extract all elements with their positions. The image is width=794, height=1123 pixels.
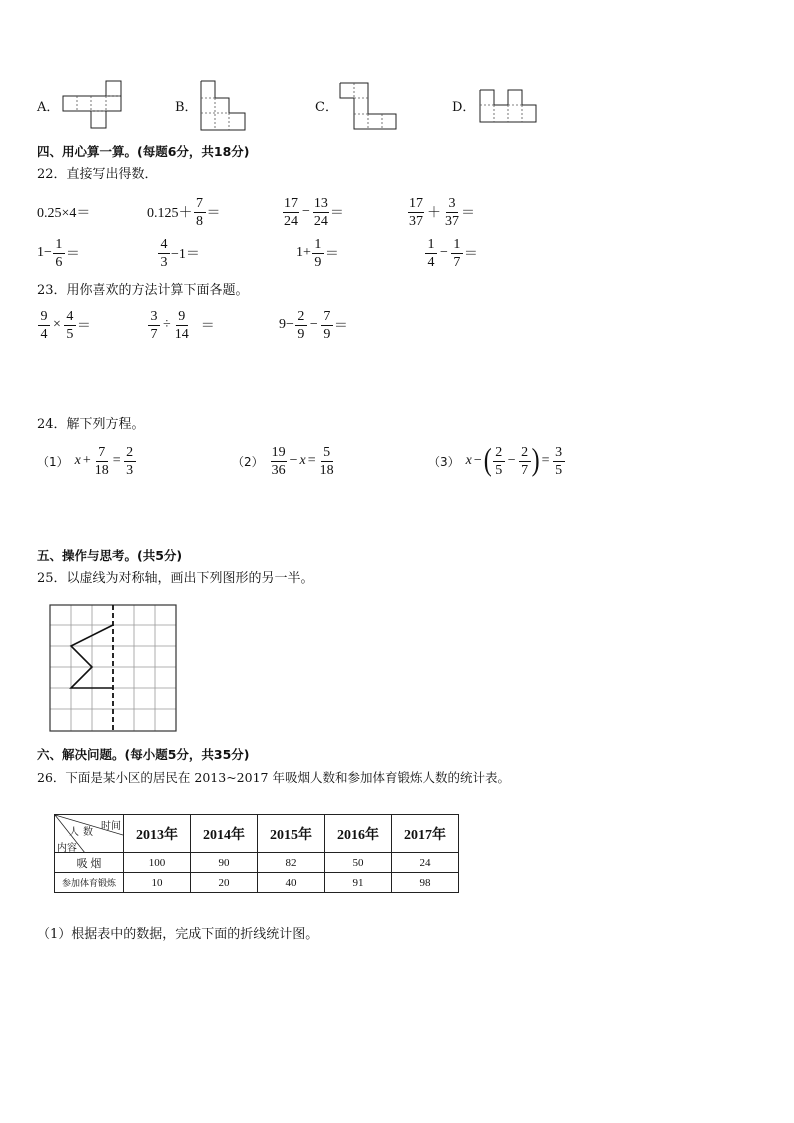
denominator: 5 [66, 326, 74, 342]
variable-x: x [299, 453, 306, 468]
equals-sign: ＝ [324, 247, 339, 262]
fraction [38, 309, 50, 342]
numerator: 7 [321, 309, 333, 326]
denominator: 9 [323, 326, 331, 342]
equals-sign: ＝ [333, 319, 348, 334]
q22-r2-e2 [157, 234, 200, 272]
q22-r2-e4 [424, 234, 478, 272]
numerator: 1 [451, 237, 463, 254]
fraction [64, 309, 76, 342]
fraction [451, 237, 463, 270]
row-label: 吸 烟 [55, 853, 124, 873]
statistics-table [54, 814, 459, 893]
fraction [194, 196, 206, 229]
equals-sign: ＝ [206, 206, 221, 221]
fraction [53, 237, 65, 270]
denominator: 14 [174, 326, 189, 342]
q22-r2-e1 [37, 234, 80, 272]
option-b-label: B． [175, 100, 198, 115]
table-cell: 24 [392, 853, 459, 873]
q26-sub1: （1）根据表中的数据，完成下面的折线统计图。 [37, 927, 319, 942]
denominator: 9 [297, 326, 305, 342]
denominator: 8 [196, 213, 203, 229]
fraction [321, 309, 333, 342]
table-cell: 91 [325, 873, 392, 893]
fraction [493, 445, 505, 478]
operator: ＋ [427, 206, 441, 221]
numerator: 2 [493, 445, 505, 462]
denominator: 4 [427, 254, 435, 270]
option-a-label: A． [37, 100, 60, 115]
q24-p2-number: （2） [232, 454, 264, 469]
numerator: 3 [553, 445, 565, 462]
numerator: 19 [271, 444, 286, 460]
corner-label-time: 时间 [101, 821, 121, 832]
table-row [55, 873, 459, 893]
numerator: 1 [53, 237, 65, 254]
table-cell: 10 [124, 873, 191, 893]
q24-p1 [37, 441, 137, 481]
q23-e3-lead: 9− [279, 317, 294, 332]
row-label: 参加体育锻炼 [55, 873, 124, 893]
q24-p1-number: （1） [37, 454, 69, 469]
table-cell: 40 [258, 873, 325, 893]
table-header-row [55, 815, 459, 853]
denominator: 7 [453, 254, 461, 270]
denominator: 3 [126, 462, 134, 478]
operator: − [507, 453, 516, 468]
denominator: 36 [271, 462, 286, 478]
table-corner-cell [55, 815, 124, 853]
corner-label-content: 内容 [57, 843, 77, 854]
q24-p3-number: （3） [428, 454, 460, 469]
numerator: 1 [425, 237, 437, 254]
year-header: 2016年 [325, 815, 392, 853]
q25-title: 25．以虚线为对称轴，画出下列图形的另一半。 [37, 571, 314, 586]
numerator: 4 [158, 237, 170, 254]
fraction [319, 445, 335, 478]
fraction [174, 309, 190, 342]
table-cell: 90 [191, 853, 258, 873]
option-c-label: C． [315, 100, 338, 115]
numerator: 4 [64, 309, 76, 326]
net-a-figure [62, 80, 126, 130]
year-header: 2014年 [191, 815, 258, 853]
table-cell: 100 [124, 853, 191, 873]
year-header: 2013年 [124, 815, 191, 853]
denominator: 18 [94, 462, 109, 478]
q22-r2-e3-lead: 1+ [296, 245, 311, 260]
operator: − [473, 453, 482, 468]
operator: − [309, 317, 318, 332]
q22-title: 22．直接写出得数． [37, 167, 158, 182]
equals-sign: = [541, 453, 550, 468]
net-b-figure [200, 80, 248, 132]
denominator: 7 [150, 326, 158, 342]
denominator: 7 [521, 462, 529, 478]
section-6-title: 六、解决问题。(每小题5分，共35分) [37, 747, 250, 762]
fraction [283, 196, 299, 229]
fraction [312, 237, 324, 270]
denominator: 5 [555, 462, 563, 478]
denominator: 5 [495, 462, 503, 478]
fraction [425, 237, 437, 270]
section-5-title: 五、操作与思考。(共5分) [37, 548, 183, 563]
denominator: 6 [55, 254, 63, 270]
numerator: 1 [312, 237, 324, 254]
operator: − [440, 245, 448, 260]
fraction [148, 309, 160, 342]
section-4-title: 四、用心算一算。(每题6分，共18分) [37, 144, 250, 159]
corner-label-people: 人数 [69, 827, 97, 838]
fraction [271, 445, 287, 478]
right-paren: ) [531, 444, 540, 478]
numerator: 3 [148, 309, 160, 326]
operator: + [82, 453, 91, 468]
operator: − [302, 204, 310, 219]
q23-e1 [37, 306, 91, 344]
table-cell: 50 [325, 853, 392, 873]
fraction [408, 196, 424, 229]
equals-sign: ＝ [329, 206, 344, 221]
denominator: 24 [313, 213, 328, 229]
denominator: 3 [160, 254, 168, 270]
q22-r1-e1-text: 0.25×4＝ [37, 206, 91, 221]
numerator: 7 [194, 196, 206, 213]
operator: − [289, 453, 298, 468]
q22-r1-e2 [147, 193, 221, 231]
numerator: 2 [124, 445, 136, 462]
q22-r1-e3 [282, 193, 344, 231]
numerator: 7 [96, 445, 108, 462]
equals-sign: ＝ [200, 319, 215, 334]
numerator: 13 [313, 195, 328, 211]
fraction [94, 445, 110, 478]
denominator: 18 [319, 462, 334, 478]
option-d-label: D． [452, 100, 476, 115]
equals-sign: = [112, 453, 121, 468]
q24-p2 [232, 441, 336, 481]
operator: ÷ [163, 317, 171, 332]
fraction [158, 237, 170, 270]
q23-e3 [279, 306, 348, 344]
q22-r1-e2-lead: 0.125＋ [147, 206, 193, 221]
symmetry-grid-figure [48, 603, 180, 735]
fraction [444, 196, 460, 229]
equals-sign: ＝ [76, 319, 91, 334]
numerator: 2 [295, 309, 307, 326]
equals-sign: ＝ [65, 247, 80, 262]
denominator: 37 [409, 213, 423, 229]
q26-title: 26．下面是某小区的居民在 2013~2017 年吸烟人数和参加体育锻炼人数的统计表。 [37, 770, 510, 785]
numerator: 5 [321, 445, 333, 462]
year-header: 2015年 [258, 815, 325, 853]
equals-sign: ＝ [463, 247, 478, 262]
q23-e2 [147, 306, 215, 344]
table-cell: 82 [258, 853, 325, 873]
equals-sign: ＝ [461, 206, 475, 221]
fraction [124, 445, 136, 478]
denominator: 24 [284, 213, 298, 229]
q22-r2-e2-tail: −1＝ [171, 247, 200, 262]
table-cell: 20 [191, 873, 258, 893]
q24-title: 24．解下列方程。 [37, 417, 145, 432]
numerator: 9 [176, 309, 188, 326]
net-c-figure [339, 82, 399, 132]
operator: × [53, 317, 61, 332]
denominator: 4 [40, 326, 48, 342]
numerator: 3 [446, 196, 458, 213]
denominator: 9 [314, 254, 322, 270]
denominator: 37 [445, 213, 459, 229]
left-paren: ( [483, 444, 492, 478]
q22-r1-e1 [37, 193, 90, 231]
q22-r2-e1-lead: 1− [37, 245, 52, 260]
net-d-figure [479, 89, 539, 125]
fraction [313, 196, 329, 229]
numerator: 17 [409, 195, 423, 211]
variable-x: x [465, 453, 472, 468]
table-row [55, 853, 459, 873]
fraction [519, 445, 531, 478]
equals-sign: = [307, 453, 316, 468]
q23-title: 23．用你喜欢的方法计算下面各题。 [37, 283, 249, 298]
fraction [295, 309, 307, 342]
q22-r2-e3 [296, 234, 339, 272]
year-header: 2017年 [392, 815, 459, 853]
table-cell: 98 [392, 873, 459, 893]
fraction [553, 445, 565, 478]
numerator: 2 [519, 445, 531, 462]
q24-p3 [428, 441, 566, 481]
variable-x: x [74, 453, 81, 468]
numerator: 17 [284, 195, 298, 211]
q22-r1-e4 [407, 193, 475, 231]
numerator: 9 [38, 309, 50, 326]
